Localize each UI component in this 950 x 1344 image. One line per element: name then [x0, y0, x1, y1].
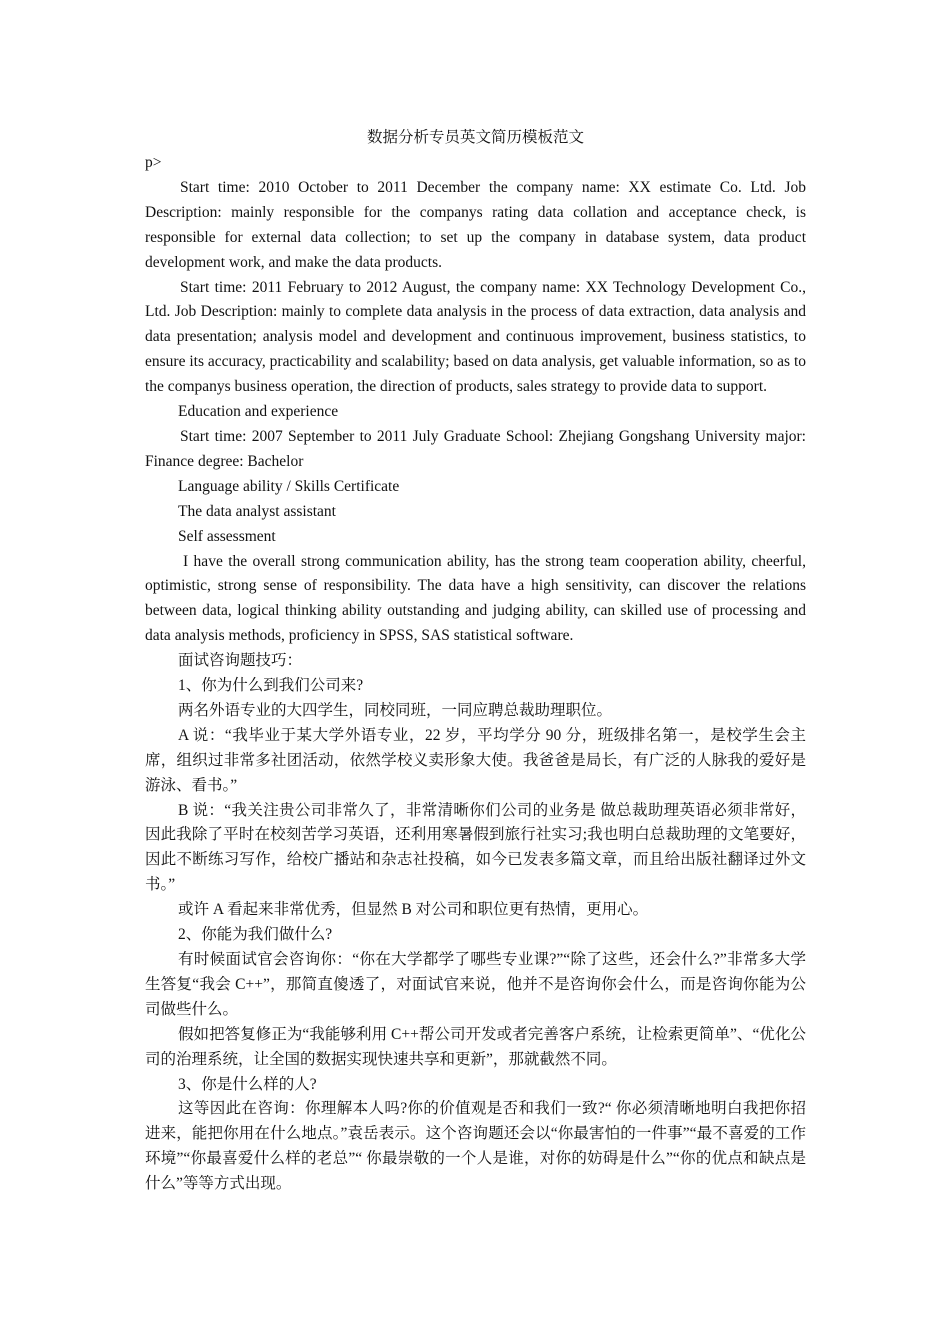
paragraph-job-1: Start time: 2010 October to 2011 December the company name: XX estimate Co. Ltd. Job Description: mainly responsible for the companys rating data collation and acceptance check, is responsible for external data collection; to set up the company in database system, data product development work, and make the data products.	[145, 178, 806, 271]
heading-language-skills: Language ability / Skills Certificate	[178, 477, 400, 495]
paragraph-education: Start time: 2007 September to 2011 July Graduate School: Zhejiang Gongshang University major: Finance degree: Bachelor	[145, 427, 806, 470]
paragraph-q2-revision: 假如把答复修正为“我能够利用 C++帮公司开发或者完善客户系统，让检索更简单”、“优化公司的治理系统，让全国的数据实现快速共享和更新”，那就截然不同。	[145, 1025, 806, 1068]
paragraph-q2-body: 有时候面试官会咨询你：“你在大学都学了哪些专业课?”“除了这些，还会什么?”非常多大学生答复“我会 C++”，那简直傻透了，对面试官来说，他并不是咨询你会什么，而是咨询你能为公司做些什么。	[145, 951, 806, 1018]
heading-interview-tips: 面试咨询题技巧：	[178, 652, 303, 670]
heading-self-assessment: Self assessment	[178, 527, 276, 545]
document-body	[145, 126, 806, 1197]
paragraph-stray-tag: p>	[145, 154, 162, 171]
heading-education: Education and experience	[178, 403, 339, 421]
paragraph-job-2: Start time: 2011 February to 2012 August, the company name: XX Technology Development Co., Ltd. Job Description: mainly to complete data analysis in the process of data extraction, data analysis and data presentation; analysis model and development and continuous improvement, business statistics, to ensure its accuracy, practicability and scalability; based on data analysis, get valuable information, so as to the companys business operation, the direction of products, sales strategy to provide data to support.	[145, 278, 806, 396]
question-1: 1、你为什么到我们公司来?	[178, 677, 364, 695]
paragraph-q1-intro: 两名外语专业的大四学生，同校同班，一同应聘总裁助理职位。	[178, 701, 613, 719]
paragraph-q1-a: A 说：“我毕业于某大学外语专业，22 岁，平均学分 90 分，班级排名第一，是校学生会主席，组织过非常多社团活动，依然学校义卖形象大使。我爸爸是局长，有广泛的人脉我的爱好是游泳、看书。”	[145, 726, 806, 794]
paragraph-q1-conclusion: 或许 A 看起来非常优秀，但显然 B 对公司和职位更有热情，更用心。	[178, 901, 649, 919]
document-title: 数据分析专员英文简历模板范文	[366, 129, 584, 146]
question-3: 3、你是什么样的人?	[178, 1075, 317, 1093]
paragraph-q1-b: B 说：“我关注贵公司非常久了，非常清晰你们公司的业务是 做总裁助理英语必须非常好，因此我除了平时在校刻苦学习英语，还利用寒暑假到旅行社实习;我也明白总裁助理的文笔要好，因此不断练习写作，给校广播站和杂志社投稿，如今已发表多篇文章，而且给出版社翻译过外文书。”	[145, 801, 806, 894]
question-2: 2、你能为我们做什么?	[178, 926, 333, 944]
paragraph-self-assessment: I have the overall strong communication ability, has the strong team cooperation ability, cheerful, optimistic, strong sense of responsibility. The data have a high sensitivity, can discover the relations between data, logical thinking ability outstanding and judging ability, can skilled use of processing and data analysis methods, proficiency in SPSS, SAS statistical software.	[145, 552, 806, 645]
paragraph-certificate: The data analyst assistant	[178, 502, 336, 520]
paragraph-q3-body: 这等因此在咨询：你理解本人吗?你的价值观是否和我们一致?“ 你必须清晰地明白我把你招进来，能把你用在什么地点。”袁岳表示。这个咨询题还会以“你最害怕的一件事”“最不喜爱的工作环境”“你最喜爱什么样的老总”“ 你最崇敬的一个人是谁，对你的妨碍是什么”“你的优点和缺点是什么”等等方式出现。	[145, 1100, 806, 1193]
